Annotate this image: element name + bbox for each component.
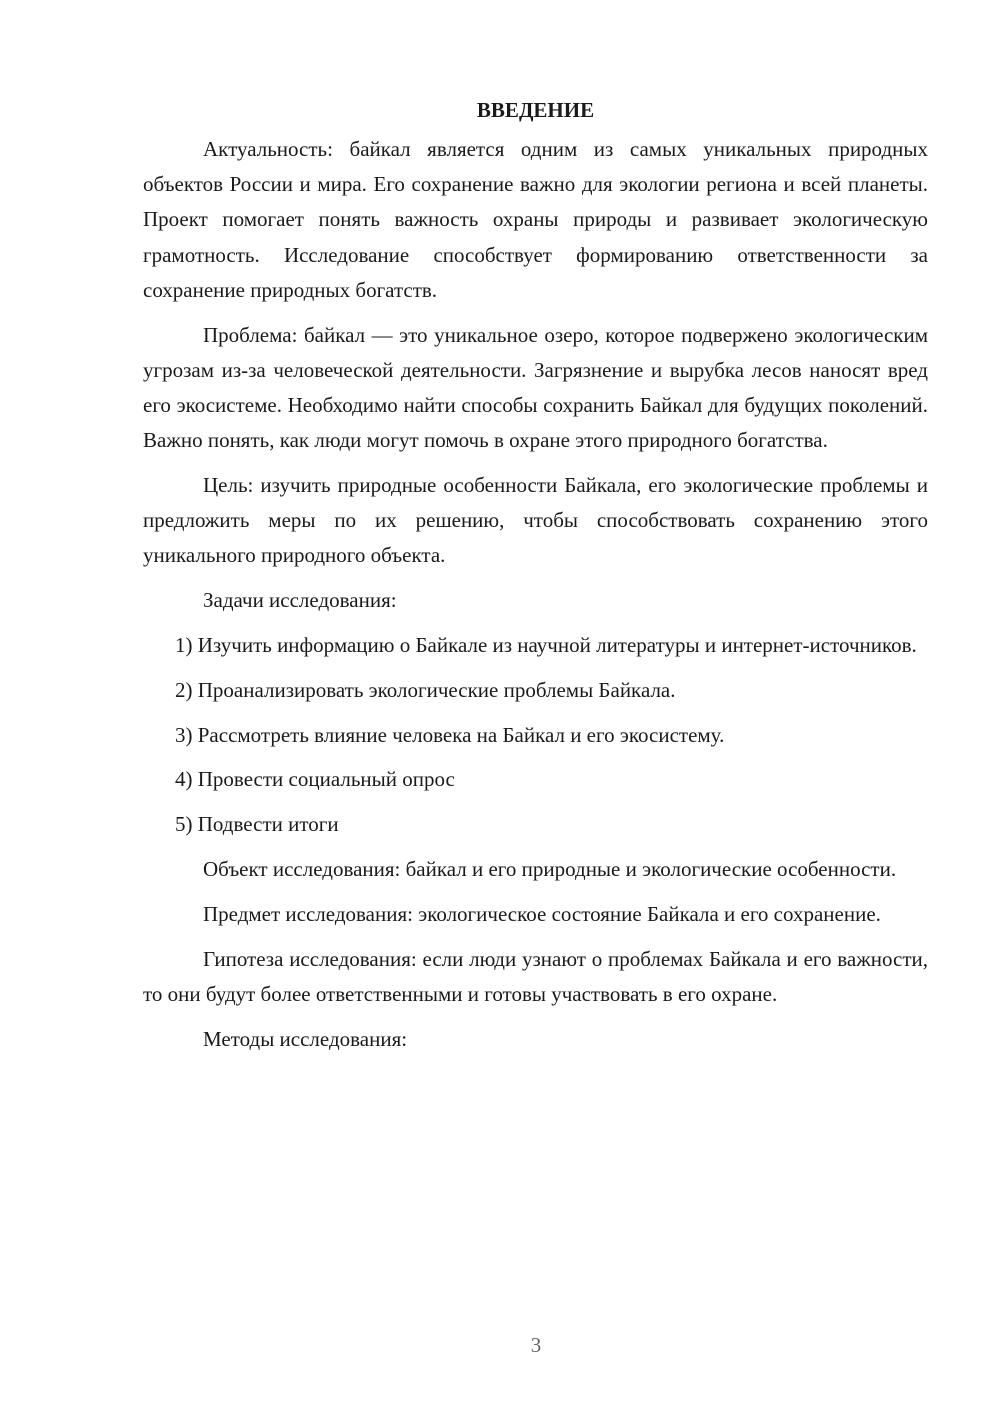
subject-paragraph: Предмет исследования: экологическое состояние Байкала и его сохранение. (203, 901, 881, 926)
page-title: ВВЕДЕНИЕ (476, 98, 595, 122)
hypothesis-paragraph: Гипотеза исследования: если люди узнают о проблемах Байкала и его важности, то они будут более ответственными и готовы участвовать в его охране. (143, 946, 928, 1006)
page-number: 3 (530, 1333, 542, 1357)
tasks-title: Задачи исследования: (203, 588, 397, 613)
task-item: 1) Изучить информацию о Байкале из научной литературы и интернет-источников. (175, 633, 917, 658)
task-item: 3) Рассмотреть влияние человека на Байкал и его экосистему. (175, 722, 725, 747)
relevance-paragraph: Актуальность: байкал является одним из самых уникальных природных объектов России и мира. Его сохранение важно для экологии региона и всей планеты. Проект помогает понять важность охраны природы и развивает экологическую грамотность. Исследование способствует формированию ответственности за сохранение природных богатств. (143, 137, 928, 302)
task-item: 5) Подвести итоги (175, 812, 339, 837)
object-paragraph: Объект исследования: байкал и его природные и экологические особенности. (203, 857, 897, 881)
methods-title: Методы исследования: (203, 1026, 408, 1051)
task-item: 4) Провести социальный опрос (175, 767, 455, 792)
problem-paragraph: Проблема: байкал — это уникальное озеро, которое подвержено экологическим угрозам из-за человеческой деятельности. Загрязнение и вырубка лесов наносят вред его экосистеме. Необходимо найти способы сохранить Байкал для будущих поколений. Важно понять, как люди могут помочь в охране этого природного богатства. (143, 322, 928, 453)
task-item: 2) Проанализировать экологические проблемы Байкала. (175, 677, 676, 702)
goal-paragraph: Цель: изучить природные особенности Байкала, его экологические проблемы и предложить меры по их решению, чтобы способствовать сохранению этого уникального природного объекта. (143, 473, 928, 568)
document-page (143, 92, 928, 1066)
